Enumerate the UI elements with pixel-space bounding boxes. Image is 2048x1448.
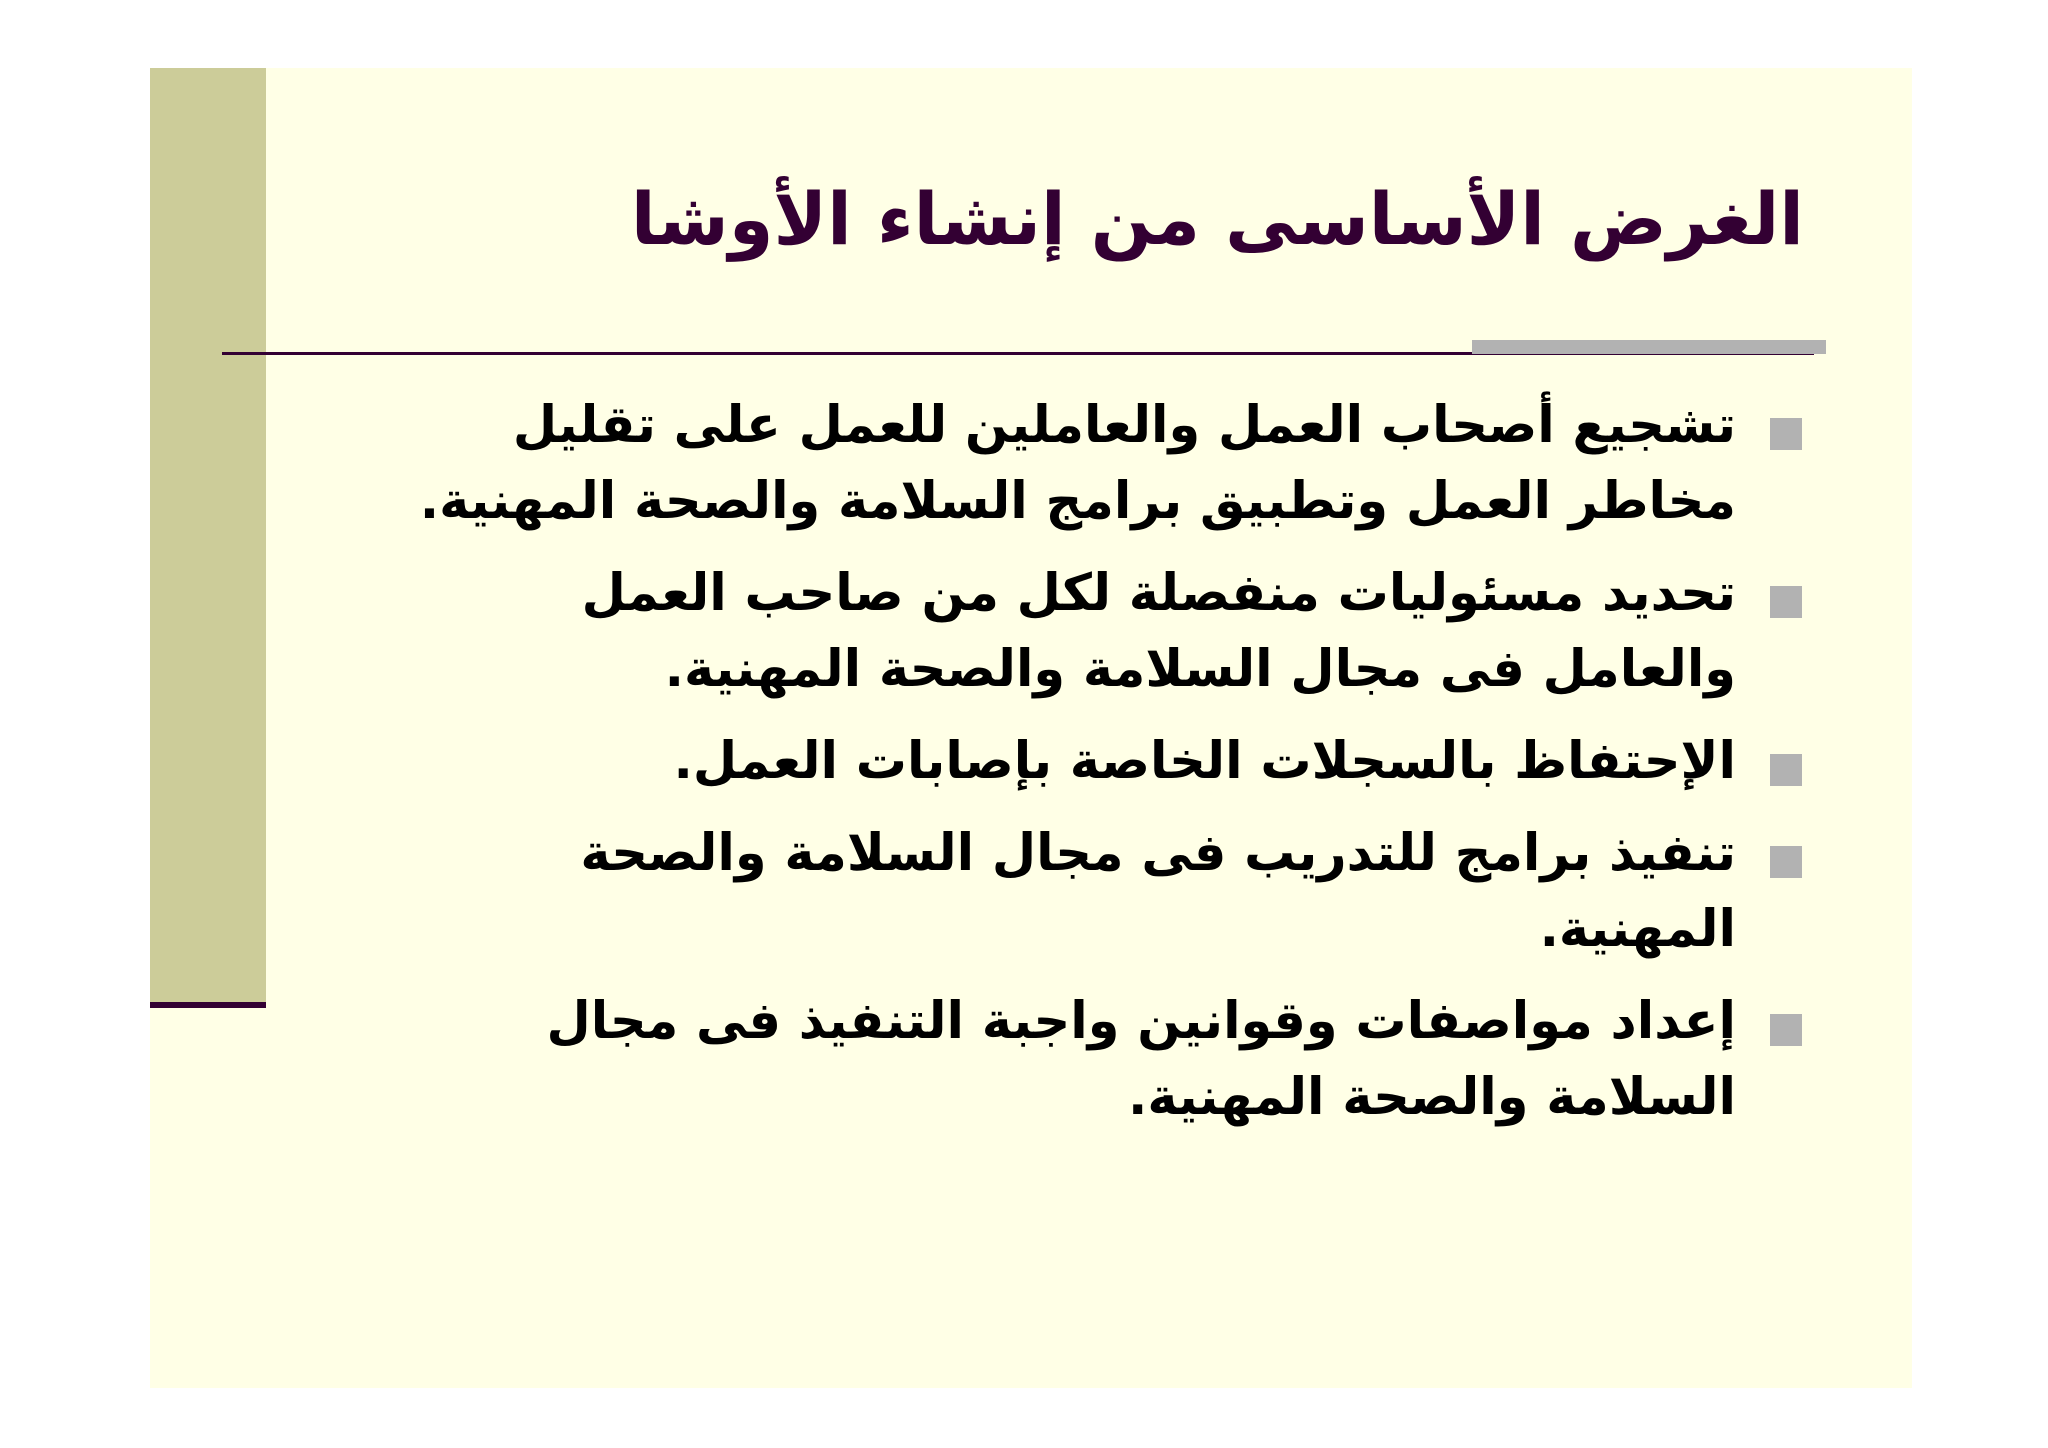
square-bullet-icon: [1770, 1014, 1802, 1046]
bullet-text: تنفيذ برامج للتدريب فى مجال السلامة والصحة المهنية.: [580, 824, 1736, 959]
left-band-underline: [150, 1002, 266, 1008]
bullet-text: إعداد مواصفات وقوانين واجبة التنفيذ فى مجال السلامة والصحة المهنية.: [546, 992, 1736, 1127]
slide: [150, 68, 1912, 1388]
bullet-item-4: [382, 816, 1802, 968]
bullet-text: تشجيع أصحاب العمل والعاملين للعمل على تقليل مخاطر العمل وتطبيق برامج السلامة والصحة المهنية.: [419, 396, 1736, 531]
bullet-item-2: [382, 556, 1802, 708]
bullet-text: تحديد مسئوليات منفصلة لكل من صاحب العمل والعامل فى مجال السلامة والصحة المهنية.: [581, 564, 1736, 699]
bullet-text: الإحتفاظ بالسجلات الخاصة بإصابات العمل.: [673, 732, 1736, 791]
title-divider-accent: [1472, 340, 1826, 354]
slide-title: الغرض الأساسى من إنشاء الأوشا: [630, 177, 1804, 261]
square-bullet-icon: [1770, 754, 1802, 786]
bullet-list: [382, 388, 1802, 1152]
bullet-item-1: [382, 388, 1802, 540]
bullet-item-3: [382, 724, 1802, 800]
square-bullet-icon: [1770, 846, 1802, 878]
square-bullet-icon: [1770, 418, 1802, 450]
left-accent-band: [150, 68, 266, 1008]
square-bullet-icon: [1770, 586, 1802, 618]
bullet-item-5: [382, 984, 1802, 1136]
